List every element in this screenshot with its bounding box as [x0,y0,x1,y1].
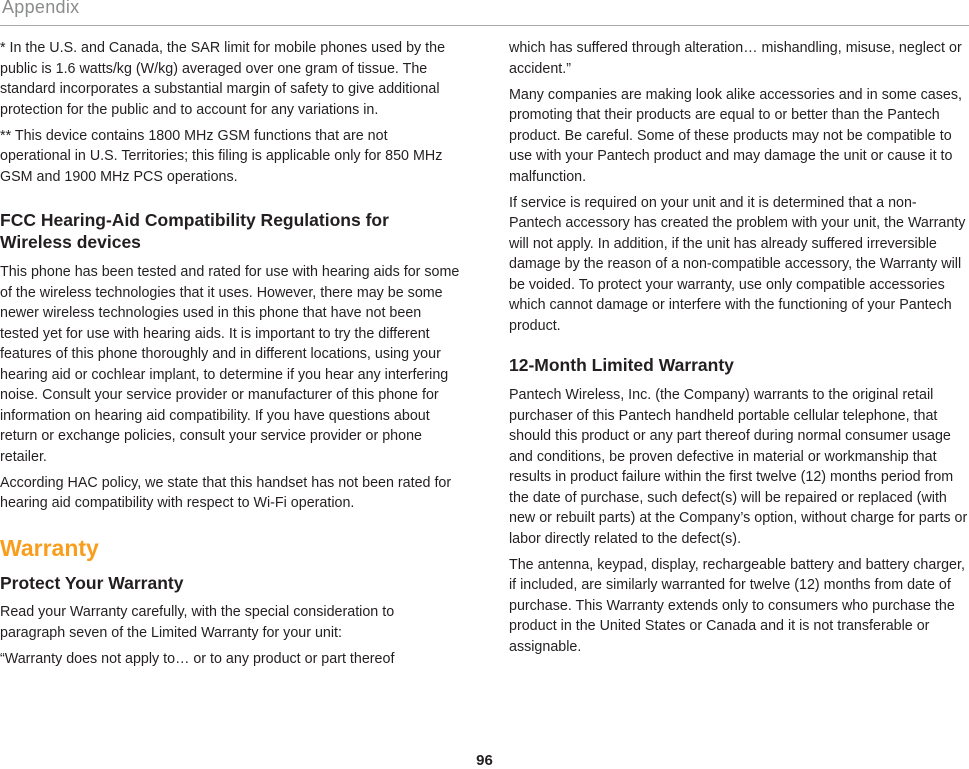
limited-warranty-heading: 12-Month Limited Warranty [509,355,734,375]
warranty-heading: Warranty [0,534,99,561]
section-title: Appendix [2,0,80,17]
warranty-quote-start: “Warranty does not apply to… or to any product or part thereof [0,650,395,667]
lookalike-accessories-paragraph: Many companies are making look alike accessories and in some cases, promoting that their products are equal to or better than the Pantech product. Be careful. Some of these products may not be compatible to use with your Pantech product and may damage the unit or cause it to malfunction. [509,86,962,185]
gsm-footnote: ** This device contains 1800 MHz GSM functions that are not operational in U.S. Territories; this filing is applicable only for 850 MHz GSM and 1900 MHz PCS operations. [0,127,443,185]
left-column [0,38,462,675]
protect-warranty-paragraph: Read your Warranty carefully, with the special consideration to paragraph seven of the Limited Warranty for your unit: [0,604,395,641]
hac-paragraph: This phone has been tested and rated for use with hearing aids for some of the wireless technologies that it uses. However, there may be some newer wireless technologies used in this phone that have not been tested yet for use with hearing aids. It is important to try the different features of this phone thoroughly and in different locations, using your hearing aid or cochlear implant, to determine if you hear any interfering noise. Consult your service provider or manufacturer of this phone for information on hearing aid compatibility. If you have questions about return or exchange policies, consult your service provider or phone retailer. [0,264,460,465]
antenna-warranty-paragraph: The antenna, keypad, display, rechargeable battery and battery charger, if included, are similarly warranted for twelve (12) months from date of purchase. This Warranty extends only to consumers who purchase the product in the United States or Canada and it is not transferable or assignable. [509,556,965,655]
page-header [0,0,969,26]
warranty-quote-end: which has suffered through alteration… mishandling, misuse, neglect or accident.” [509,40,962,77]
protect-warranty-heading: Protect Your Warranty [0,573,184,593]
service-paragraph: If service is required on your unit and it is determined that a non-Pantech accessory has created the problem with your unit, the Warranty will not apply. In addition, if the unit has already suffered irreversible damage by the reason of a non-compatible accessory, the Warranty will be voided. To protect your warranty, use only compatible accessories which cannot damage or interfere with the functioning of your Pantech product. [509,194,966,334]
sar-footnote: * In the U.S. and Canada, the SAR limit for mobile phones used by the public is 1.6 watts/kg (W/kg) averaged over one gram of tissue. The standard incorporates a substantial margin of safety to give additional protection for the public and to account for any variations in. [0,40,446,118]
hac-wifi-paragraph: According HAC policy, we state that this handset has not been rated for hearing aid compatibility with respect to Wi-Fi operation. [0,474,452,511]
limited-warranty-paragraph: Pantech Wireless, Inc. (the Company) warrants to the original retail purchaser of this Pantech handheld portable cellular telephone, that should this product or any part thereof during normal consumer usage and conditions, be proven defective in material or workmanship that results in product failure within the first twelve (12) months period from the date of purchase, such defect(s) will be repaired or replaced (with new or rebuilt parts) at the Company’s option, without charge for parts or labor directly related to the defect(s). [509,387,968,547]
page-number: 96 [476,752,493,769]
hac-heading: FCC Hearing-Aid Compatibility Regulations for Wireless devices [0,210,389,252]
right-column [509,38,969,663]
